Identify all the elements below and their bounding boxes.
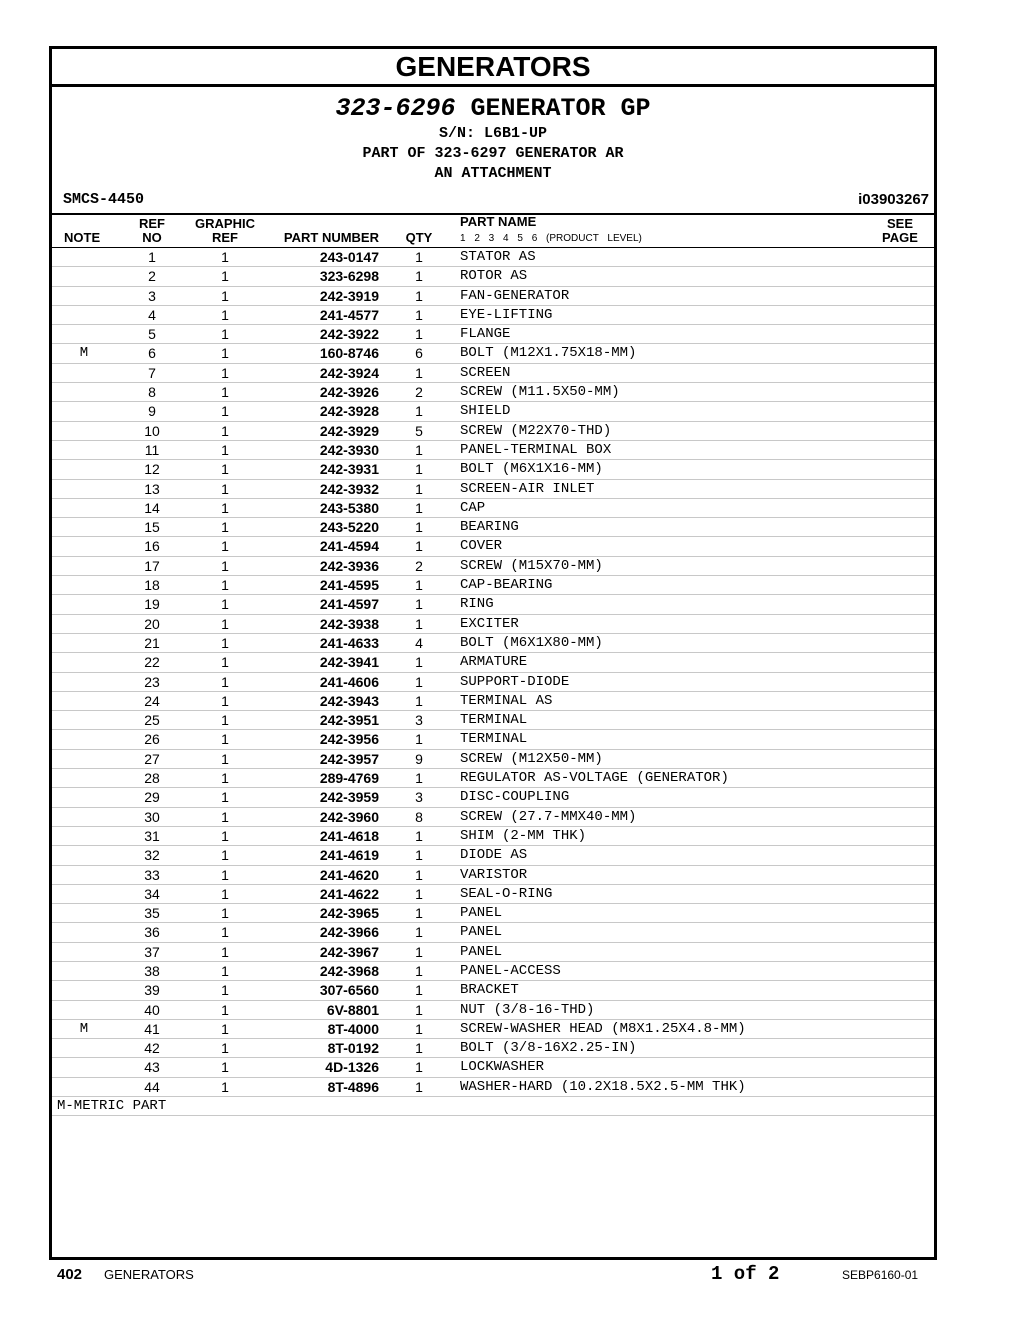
part-number: 242-3926	[319, 384, 379, 401]
part-graphic-ref: 1	[221, 461, 229, 478]
table-row	[52, 866, 934, 885]
part-ref-no: 29	[144, 789, 160, 806]
part-number: 241-4633	[319, 634, 379, 651]
table-row	[52, 576, 934, 595]
part-ref-no: 31	[144, 827, 160, 844]
part-qty: 6	[415, 345, 423, 362]
part-graphic-ref: 1	[221, 1078, 229, 1095]
part-ref-no: 42	[144, 1040, 160, 1057]
part-name: SCREEN-AIR INLET	[460, 480, 595, 497]
part-name: REGULATOR AS-VOLTAGE (GENERATOR)	[460, 770, 729, 787]
part-qty: 1	[415, 692, 423, 709]
table-row	[52, 1039, 934, 1058]
part-name: TERMINAL AS	[460, 692, 553, 709]
part-number: 242-3965	[319, 905, 379, 922]
part-name: PANEL-ACCESS	[460, 962, 561, 979]
table-row	[52, 673, 934, 692]
part-graphic-ref: 1	[221, 403, 229, 420]
table-row	[52, 557, 934, 576]
part-qty: 1	[415, 924, 423, 941]
part-name: PANEL	[460, 924, 503, 941]
part-number: 242-3930	[319, 441, 379, 458]
part-number: 243-0147	[319, 249, 379, 265]
table-row	[52, 306, 934, 325]
part-ref-no: 37	[144, 943, 160, 960]
part-number: 242-3943	[319, 692, 379, 709]
table-row	[52, 383, 934, 402]
part-qty: 1	[415, 364, 423, 381]
part-name: ROTOR AS	[460, 268, 528, 285]
part-qty: 2	[415, 384, 423, 401]
col-graphic-top: GRAPHIC	[195, 216, 255, 231]
part-number: 307-6560	[319, 982, 379, 999]
part-ref-no: 36	[144, 924, 160, 941]
part-ref-no: 26	[144, 731, 160, 748]
part-qty: 1	[415, 499, 423, 516]
part-name: TERMINAL	[460, 731, 528, 748]
part-note: M	[79, 1020, 89, 1037]
part-number: 241-4606	[319, 673, 379, 690]
part-ref-no: 8	[148, 384, 156, 401]
part-ref-no: 4	[148, 306, 156, 323]
table-row	[52, 595, 934, 614]
part-qty: 1	[415, 268, 423, 285]
part-number: 243-5380	[319, 499, 379, 516]
part-graphic-ref: 1	[221, 538, 229, 555]
part-number: 8T-4000	[327, 1020, 379, 1037]
part-number: 242-3968	[319, 962, 379, 979]
part-graphic-ref: 1	[221, 480, 229, 497]
part-graphic-ref: 1	[221, 615, 229, 632]
part-name: BRACKET	[460, 982, 519, 999]
part-name: BOLT (M6X1X16-MM)	[460, 461, 603, 478]
part-name: FAN-GENERATOR	[460, 287, 570, 304]
part-qty: 3	[415, 712, 423, 729]
part-name: SCREW (M22X70-THD)	[460, 422, 612, 439]
part-number: 241-4577	[319, 306, 379, 323]
part-number: 323-6298	[319, 268, 379, 285]
part-graphic-ref: 1	[221, 1001, 229, 1018]
part-graphic-ref: 1	[221, 596, 229, 613]
part-ref-no: 7	[148, 364, 156, 381]
part-number: 242-3932	[319, 480, 379, 497]
part-graphic-ref: 1	[221, 962, 229, 979]
part-qty: 1	[415, 1020, 423, 1037]
part-graphic-ref: 1	[221, 364, 229, 381]
part-graphic-ref: 1	[221, 422, 229, 439]
part-graphic-ref: 1	[221, 943, 229, 960]
part-number: 241-4619	[319, 847, 379, 864]
part-qty: 1	[415, 306, 423, 323]
part-graphic-ref: 1	[221, 808, 229, 825]
part-qty: 1	[415, 673, 423, 690]
part-name: VARISTOR	[460, 866, 528, 883]
part-name: BOLT (M12X1.75X18-MM)	[460, 345, 637, 362]
part-ref-no: 23	[144, 673, 160, 690]
part-name: RING	[460, 596, 494, 613]
table-row	[52, 769, 934, 788]
part-graphic-ref: 1	[221, 827, 229, 844]
table-row	[52, 441, 934, 460]
part-qty: 1	[415, 827, 423, 844]
part-ref-no: 21	[144, 634, 160, 651]
col-ref-top: REF	[139, 216, 165, 231]
part-qty: 1	[415, 1078, 423, 1095]
part-name: SHIM (2-MM THK)	[460, 827, 587, 844]
table-row	[52, 480, 934, 499]
table-row	[52, 904, 934, 923]
part-qty: 1	[415, 287, 423, 304]
table-row	[52, 1001, 934, 1020]
part-graphic-ref: 1	[221, 268, 229, 285]
part-qty: 3	[415, 789, 423, 806]
footer-page-number: 402	[57, 1266, 83, 1283]
part-number: 242-3967	[319, 943, 379, 960]
part-name: SCREW (27.7-MMX40-MM)	[460, 808, 637, 825]
part-graphic-ref: 1	[221, 345, 229, 362]
part-name: BEARING	[460, 519, 519, 536]
part-qty: 1	[415, 731, 423, 748]
part-qty: 1	[415, 866, 423, 883]
footer-page-of: 1 of 2	[711, 1263, 780, 1285]
part-ref-no: 2	[148, 268, 156, 285]
table-row	[52, 325, 934, 344]
part-number: 242-3966	[319, 924, 379, 941]
footnote: M-METRIC PART	[52, 1097, 934, 1116]
part-qty: 1	[415, 596, 423, 613]
table-row	[52, 615, 934, 634]
part-graphic-ref: 1	[221, 499, 229, 516]
parts-page-frame	[49, 46, 937, 1260]
part-graphic-ref: 1	[221, 249, 229, 265]
part-graphic-ref: 1	[221, 654, 229, 671]
table-row	[52, 364, 934, 383]
table-row	[52, 711, 934, 730]
part-name: CAP	[460, 499, 486, 516]
part-name: SUPPORT-DIODE	[460, 673, 570, 690]
part-ref-no: 40	[144, 1001, 160, 1018]
serial-range: S/N: L6B1-UP	[438, 125, 548, 142]
part-graphic-ref: 1	[221, 441, 229, 458]
part-qty: 1	[415, 1001, 423, 1018]
part-ref-no: 28	[144, 770, 160, 787]
part-number: 242-3931	[319, 461, 379, 478]
part-graphic-ref: 1	[221, 384, 229, 401]
part-graphic-ref: 1	[221, 731, 229, 748]
table-row	[52, 344, 934, 363]
part-name: SCREW (M12X50-MM)	[460, 750, 603, 767]
part-number: 242-3960	[319, 808, 379, 825]
part-graphic-ref: 1	[221, 519, 229, 536]
part-qty: 1	[415, 770, 423, 787]
part-ref-no: 20	[144, 615, 160, 632]
col-ref-bottom: NO	[142, 230, 162, 245]
part-name: STATOR AS	[460, 249, 536, 265]
part-qty: 1	[415, 577, 423, 594]
illustration-id: i03903267	[858, 191, 929, 208]
part-ref-no: 3	[148, 287, 156, 304]
part-name: SCREW (M15X70-MM)	[460, 557, 603, 574]
col-qty: QTY	[405, 230, 433, 245]
part-ref-no: 32	[144, 847, 160, 864]
part-qty: 1	[415, 615, 423, 632]
part-number: 242-3929	[319, 422, 379, 439]
part-graphic-ref: 1	[221, 866, 229, 883]
part-name: DISC-COUPLING	[460, 789, 570, 806]
part-number: 4D-1326	[325, 1059, 379, 1076]
table-row	[52, 499, 934, 518]
col-see-top: SEE	[886, 216, 913, 231]
group-header	[52, 87, 934, 215]
part-number: 242-3936	[319, 557, 379, 574]
part-graphic-ref: 1	[221, 924, 229, 941]
part-number: 241-4595	[319, 577, 379, 594]
part-graphic-ref: 1	[221, 306, 229, 323]
part-ref-no: 12	[144, 461, 160, 478]
part-qty: 8	[415, 808, 423, 825]
part-number: 242-3959	[319, 789, 379, 806]
part-number: 160-8746	[319, 345, 379, 362]
table-row	[52, 653, 934, 672]
part-ref-no: 43	[144, 1059, 160, 1076]
table-row	[52, 692, 934, 711]
part-name: COVER	[460, 538, 503, 555]
part-number: 241-4622	[319, 885, 379, 902]
part-number: 242-3956	[319, 731, 379, 748]
part-graphic-ref: 1	[221, 1040, 229, 1057]
part-qty: 2	[415, 557, 423, 574]
col-product-levels: 1 2 3 4 5 6 (PRODUCT LEVEL)	[460, 233, 642, 244]
col-see-bottom: PAGE	[882, 230, 918, 245]
part-ref-no: 17	[144, 557, 160, 574]
part-number: 242-3922	[319, 326, 379, 343]
part-name: LOCKWASHER	[460, 1059, 545, 1076]
part-number: 6V-8801	[326, 1001, 379, 1018]
part-number: 242-3928	[319, 403, 379, 420]
part-qty: 1	[415, 905, 423, 922]
table-row	[52, 923, 934, 942]
part-name: SCREEN	[460, 364, 511, 381]
table-row	[52, 1078, 934, 1097]
col-part-name: PART NAME	[460, 214, 537, 229]
part-number: 242-3951	[319, 712, 379, 729]
part-number: 241-4594	[319, 538, 379, 555]
part-graphic-ref: 1	[221, 673, 229, 690]
table-row	[52, 846, 934, 865]
part-graphic-ref: 1	[221, 885, 229, 902]
part-name: NUT (3/8-16-THD)	[460, 1001, 595, 1018]
part-graphic-ref: 1	[221, 750, 229, 767]
part-name: PANEL-TERMINAL BOX	[460, 441, 612, 458]
part-note: M	[79, 345, 89, 362]
part-ref-no: 18	[144, 577, 160, 594]
part-graphic-ref: 1	[221, 557, 229, 574]
part-graphic-ref: 1	[221, 1020, 229, 1037]
table-row	[52, 518, 934, 537]
part-ref-no: 39	[144, 982, 160, 999]
part-name: BOLT (M6X1X80-MM)	[460, 634, 603, 651]
part-name: DIODE AS	[460, 847, 528, 864]
table-row	[52, 788, 934, 807]
part-name: SCREW (M11.5X50-MM)	[460, 384, 620, 401]
part-graphic-ref: 1	[221, 905, 229, 922]
part-qty: 1	[415, 326, 423, 343]
part-graphic-ref: 1	[221, 789, 229, 806]
part-graphic-ref: 1	[221, 577, 229, 594]
group-name: GENERATOR GP	[470, 94, 651, 123]
group-part-number: 323-6296	[335, 94, 456, 123]
part-graphic-ref: 1	[221, 847, 229, 864]
part-number: 242-3924	[319, 364, 379, 381]
part-number: 241-4618	[319, 827, 379, 844]
table-row	[52, 422, 934, 441]
part-ref-no: 19	[144, 596, 160, 613]
part-graphic-ref: 1	[221, 634, 229, 651]
part-qty: 1	[415, 1040, 423, 1057]
part-ref-no: 35	[144, 905, 160, 922]
part-qty: 4	[415, 634, 423, 651]
part-ref-no: 5	[148, 326, 156, 343]
part-qty: 1	[415, 538, 423, 555]
part-qty: 1	[415, 943, 423, 960]
part-name: PANEL	[460, 905, 503, 922]
part-ref-no: 22	[144, 654, 160, 671]
part-qty: 1	[415, 654, 423, 671]
column-headers	[52, 215, 934, 248]
part-number: 242-3957	[319, 750, 379, 767]
table-row	[52, 827, 934, 846]
part-name: CAP-BEARING	[460, 577, 553, 594]
part-graphic-ref: 1	[221, 770, 229, 787]
part-ref-no: 15	[144, 519, 160, 536]
part-number: 243-5220	[319, 519, 379, 536]
parts-list	[52, 248, 934, 1097]
table-row	[52, 962, 934, 981]
part-graphic-ref: 1	[221, 692, 229, 709]
part-ref-no: 38	[144, 962, 160, 979]
part-qty: 1	[415, 1059, 423, 1076]
part-name: SEAL-O-RING	[460, 885, 553, 902]
part-qty: 1	[415, 519, 423, 536]
part-qty: 1	[415, 403, 423, 420]
part-ref-no: 30	[144, 808, 160, 825]
part-qty: 1	[415, 480, 423, 497]
table-row	[52, 943, 934, 962]
col-graphic-bottom: REF	[212, 230, 238, 245]
table-row	[52, 634, 934, 653]
table-row	[52, 460, 934, 479]
table-row	[52, 981, 934, 1000]
part-ref-no: 16	[144, 538, 160, 555]
table-row	[52, 248, 934, 267]
part-ref-no: 10	[144, 422, 160, 439]
footer-doc-id: SEBP6160-01	[842, 1268, 919, 1282]
part-ref-no: 14	[144, 499, 160, 516]
footer-section: GENERATORS	[104, 1267, 194, 1282]
part-graphic-ref: 1	[221, 1059, 229, 1076]
table-row	[52, 730, 934, 749]
part-name: SHIELD	[460, 403, 511, 420]
table-row	[52, 287, 934, 306]
page-footer	[0, 1264, 1020, 1288]
part-ref-no: 27	[144, 750, 160, 767]
group-title	[52, 94, 934, 124]
part-qty: 1	[415, 249, 423, 265]
col-note: NOTE	[64, 230, 101, 245]
part-ref-no: 9	[148, 403, 156, 420]
table-row	[52, 402, 934, 421]
part-name: FLANGE	[460, 326, 511, 343]
table-row	[52, 885, 934, 904]
part-number: 241-4597	[319, 596, 379, 613]
attachment-line: AN ATTACHMENT	[434, 165, 552, 182]
table-row	[52, 537, 934, 556]
part-ref-no: 34	[144, 885, 160, 902]
table-row	[52, 267, 934, 286]
smcs-code: SMCS-4450	[63, 191, 145, 208]
part-ref-no: 11	[144, 441, 160, 458]
part-ref-no: 24	[144, 692, 160, 709]
part-name: EYE-LIFTING	[460, 306, 553, 323]
part-qty: 1	[415, 441, 423, 458]
part-ref-no: 6	[148, 345, 156, 362]
part-number: 8T-4896	[327, 1078, 379, 1095]
part-number: 242-3941	[319, 654, 379, 671]
part-ref-no: 25	[144, 712, 160, 729]
part-name: TERMINAL	[460, 712, 528, 729]
part-qty: 9	[415, 750, 423, 767]
part-graphic-ref: 1	[221, 326, 229, 343]
table-row	[52, 1020, 934, 1039]
part-qty: 1	[415, 982, 423, 999]
part-name: SCREW-WASHER HEAD (M8X1.25X4.8-MM)	[460, 1020, 746, 1037]
part-name: BOLT (3/8-16X2.25-IN)	[460, 1040, 637, 1057]
part-graphic-ref: 1	[221, 982, 229, 999]
part-ref-no: 33	[144, 866, 160, 883]
section-title: GENERATORS	[52, 49, 934, 87]
table-row	[52, 1058, 934, 1077]
part-qty: 1	[415, 962, 423, 979]
part-number: 241-4620	[319, 866, 379, 883]
part-number: 8T-0192	[327, 1040, 379, 1057]
part-name: EXCITER	[460, 615, 519, 632]
part-qty: 1	[415, 461, 423, 478]
part-of-line: PART OF 323-6297 GENERATOR AR	[362, 145, 624, 162]
part-number: 242-3919	[319, 287, 379, 304]
part-ref-no: 41	[144, 1020, 160, 1037]
part-ref-no: 44	[144, 1078, 160, 1095]
col-part-number: PART NUMBER	[283, 230, 379, 245]
part-name: WASHER-HARD (10.2X18.5X2.5-MM THK)	[460, 1078, 746, 1095]
part-name: ARMATURE	[460, 654, 528, 671]
part-ref-no: 1	[148, 249, 156, 265]
table-row	[52, 750, 934, 769]
part-qty: 1	[415, 885, 423, 902]
part-qty: 5	[415, 422, 423, 439]
part-graphic-ref: 1	[221, 287, 229, 304]
part-ref-no: 13	[144, 480, 160, 497]
part-number: 242-3938	[319, 615, 379, 632]
part-name: PANEL	[460, 943, 503, 960]
table-row	[52, 808, 934, 827]
part-number: 289-4769	[319, 770, 379, 787]
part-graphic-ref: 1	[221, 712, 229, 729]
part-qty: 1	[415, 847, 423, 864]
